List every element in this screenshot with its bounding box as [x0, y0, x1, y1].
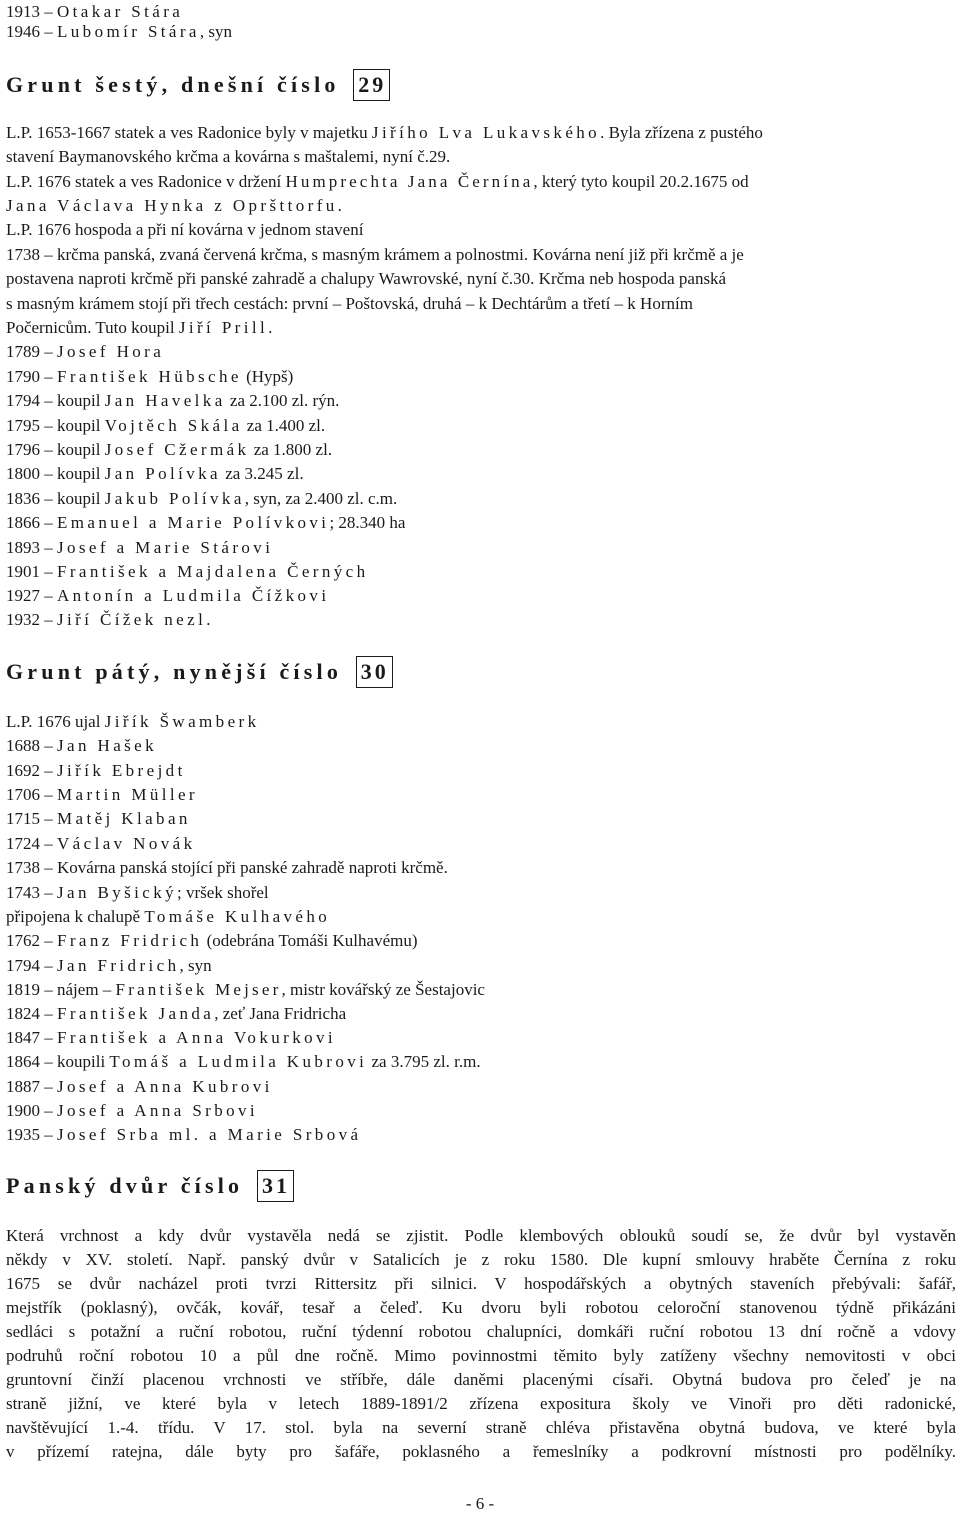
line-text: ; vršek shořel	[177, 883, 269, 902]
text-line	[6, 145, 956, 169]
owner-name: Tomáš a Ludmila Kubrovi	[109, 1052, 368, 1071]
owner-name: František a Anna Vokurkovi	[57, 1028, 337, 1047]
line-text: za 2.100 zl. rýn.	[225, 391, 340, 410]
heading-text: Grunt pátý, nynější číslo	[6, 659, 343, 684]
line-text: 1893 –	[6, 538, 57, 557]
owner-line	[6, 511, 956, 535]
line-text: L.P. 1676 hospoda a při ní kovárna v jednom stavení	[6, 220, 364, 239]
owner-line	[6, 1002, 956, 1026]
owner-line	[6, 340, 956, 364]
owner-name: Martin Müller	[57, 785, 198, 804]
line-text: , zeť Jana Fridricha	[214, 1004, 347, 1023]
line-text: za 3.795 zl. r.m.	[367, 1052, 481, 1071]
text-line	[6, 194, 956, 218]
owner-line	[6, 462, 956, 486]
owner-name: František Hübsche	[57, 367, 242, 386]
owner-line	[6, 929, 956, 953]
owner-name: Jiřího Lva Lukavského	[371, 123, 601, 142]
owner-name: Humprechta Jana Černína	[285, 172, 534, 191]
owner-line	[6, 710, 956, 734]
line-text: 1866 –	[6, 513, 57, 532]
line-text: 1796 – koupil	[6, 440, 105, 459]
house-number-box: 30	[356, 656, 393, 688]
owner-name: Jana Václava Hynka z Opršttorfu.	[6, 196, 346, 215]
owner-line	[6, 856, 956, 880]
text-line	[6, 170, 956, 194]
paragraph-line: gruntovní činží placenou vrchnosti ve stříbře, dále daněmi placenými císaři. Obytná budova pro čeleď je na	[6, 1370, 956, 1389]
owner-name: Jiřík Ebrejdt	[57, 761, 186, 780]
text-line	[6, 316, 956, 340]
line-text: 1692 –	[6, 761, 57, 780]
owner-name: Jan Hašek	[57, 736, 157, 755]
house-number-box: 29	[353, 69, 390, 101]
text-line	[6, 243, 956, 267]
paragraph-line: straně jižní, ve které byla v letech 1889-1891/2 zřízena expositura školy ve Vinoři pro děti radonické,	[6, 1394, 956, 1413]
text-line	[6, 121, 956, 145]
owner-name: Antonín a Ludmila Čížkovi	[57, 586, 330, 605]
owner-name: Lubomír Stára	[57, 22, 200, 41]
owner-name: Jakub Polívka	[104, 489, 245, 508]
owner-name: Jan Byšický	[57, 883, 178, 902]
line-text: (Hypš)	[241, 367, 294, 386]
owner-line	[6, 20, 956, 44]
owner-line	[6, 487, 956, 511]
owner-line	[6, 832, 956, 856]
owner-name: Jiří Prill	[178, 318, 269, 337]
owner-name: Otakar Stára	[57, 2, 184, 21]
owner-line	[6, 881, 956, 905]
line-text: 1789 –	[6, 342, 57, 361]
line-text: 1935 –	[6, 1125, 57, 1144]
line-text: 1795 – koupil	[6, 416, 105, 435]
owner-name: Josef a Anna Kubrovi	[57, 1077, 273, 1096]
owner-name: Emanuel a Marie Polívkovi	[57, 513, 330, 532]
owner-line	[6, 536, 956, 560]
line-text: L.P. 1676 ujal	[6, 712, 105, 731]
owner-line	[6, 608, 956, 632]
owner-name: Jan Havelka	[104, 391, 226, 410]
line-text: 1762 –	[6, 931, 57, 950]
owner-line	[6, 734, 956, 758]
owner-line	[6, 1050, 956, 1074]
house-number-box: 31	[257, 1170, 294, 1202]
owner-line	[6, 1026, 956, 1050]
owner-line	[6, 389, 956, 413]
line-text: , syn	[199, 22, 232, 41]
line-text: 1794 – koupil	[6, 391, 105, 410]
line-text: 1794 –	[6, 956, 57, 975]
dvur-paragraph	[6, 1224, 956, 1464]
owner-name: František Janda	[57, 1004, 215, 1023]
line-text: za 1.400 zl.	[242, 416, 326, 435]
owner-line	[6, 954, 956, 978]
line-text: .	[268, 318, 273, 337]
owner-line	[6, 807, 956, 831]
paragraph-line: navštěvující 1.-4. třídu. V 17. stol. byla na severní straně chléva přistavěna obytná budova, ve které byla	[6, 1418, 956, 1437]
line-text: 1847 –	[6, 1028, 57, 1047]
owner-name: Jan Fridrich	[57, 956, 180, 975]
section-heading-dvur	[6, 1169, 294, 1203]
line-text: 1800 – koupil	[6, 464, 105, 483]
owner-name: Josef a Marie Stárovi	[57, 538, 274, 557]
owner-name: Josef Cžermák	[104, 440, 250, 459]
line-text: 1724 –	[6, 834, 57, 853]
line-text: ; 28.340 ha	[329, 513, 406, 532]
line-text: , syn	[179, 956, 212, 975]
owner-line	[6, 414, 956, 438]
line-text: 1819 – nájem –	[6, 980, 116, 999]
owner-name: Jiřík Šwamberk	[104, 712, 260, 731]
owner-line	[6, 438, 956, 462]
owner-line	[6, 978, 956, 1002]
line-text: L.P. 1676 statek a ves Radonice v držení	[6, 172, 286, 191]
owner-name: Matěj Klaban	[57, 809, 191, 828]
line-text: 1688 –	[6, 736, 57, 755]
owner-name: Josef Srba ml. a Marie Srbová	[57, 1125, 362, 1144]
line-text: (odebrána Tomáši Kulhavému)	[202, 931, 418, 950]
owner-name: Jan Polívka	[104, 464, 221, 483]
heading-text: Grunt šestý, dnešní číslo	[6, 72, 340, 97]
line-text: za 3.245 zl.	[220, 464, 304, 483]
owner-line	[6, 584, 956, 608]
line-text: 1864 – koupili	[6, 1052, 110, 1071]
paragraph-line: 1675 se dvůr nacházel proti tvrzi Rittersitz při silnici. V hospodářských a obytných staveních přebývali: šafář,	[6, 1274, 956, 1293]
owner-name: Vojtěch Skála	[104, 416, 243, 435]
line-text: 1927 –	[6, 586, 57, 605]
line-text: připojena k chalupě	[6, 907, 145, 926]
owner-line	[6, 1099, 956, 1123]
owner-line	[6, 759, 956, 783]
line-text: , který tyto koupil 20.2.1675 od	[533, 172, 749, 191]
line-text: Počernicům. Tuto koupil	[6, 318, 179, 337]
line-text: 1900 –	[6, 1101, 57, 1120]
section-heading-grunt-6	[6, 68, 390, 102]
line-text: 1706 –	[6, 785, 57, 804]
section-heading-grunt-5	[6, 655, 393, 689]
page-number: - 6 -	[465, 1494, 495, 1513]
owner-line	[6, 1075, 956, 1099]
line-text: za 1.800 zl.	[249, 440, 333, 459]
line-text: 1901 –	[6, 562, 57, 581]
owner-line	[6, 905, 956, 929]
owner-line	[6, 1123, 956, 1147]
line-text: 1946 –	[6, 22, 57, 41]
owner-name: Václav Novák	[57, 834, 196, 853]
owner-name: Franz Fridrich	[57, 931, 203, 950]
line-text: 1887 –	[6, 1077, 57, 1096]
paragraph-line: někdy v XV. století. Např. panský dvůr v Satalicích je z roku 1580. Dle kupní smlouvy hraběte Černína z roku	[6, 1250, 956, 1269]
owner-line	[6, 560, 956, 584]
paragraph-line: Která vrchnost a kdy dvůr vystavěla nedá se zjistit. Podle klembových oblouků soudí se, že dvůr byl vystavěn	[6, 1226, 956, 1245]
text-line	[6, 292, 956, 316]
paragraph-line: sedláci s potažní a ruční robotou, ruční týdenní robotou chalupníci, domkáři ruční robotou 13 dní ročně a vdovy	[6, 1322, 956, 1341]
line-text: stavení Baymanovského krčma a kovárna s maštalemi, nyní č.29.	[6, 147, 451, 166]
line-text: 1743 –	[6, 883, 57, 902]
line-text: . Byla zřízena z pustého	[600, 123, 763, 142]
line-text: 1738 – Kovárna panská stojící při panské zahradě naproti krčmě.	[6, 858, 448, 877]
line-text: 1715 –	[6, 809, 57, 828]
text-line	[6, 267, 956, 291]
owner-name: František Mejser	[115, 980, 282, 999]
line-text: 1824 –	[6, 1004, 57, 1023]
owner-name: Tomáše Kulhavého	[144, 907, 331, 926]
paragraph-line: podruhů roční robotou 10 a půl dne ročně. Mimo povinnostmi těmito byly zatíženy všechny nemovitosti v obci	[6, 1346, 956, 1365]
owner-line	[6, 365, 956, 389]
line-text: , mistr kovářský ze Šestajovic	[281, 980, 485, 999]
paragraph-line: mejstřík (poklasný), ovčák, kovář, tesař a čeleď. Ku dvoru byli robotou celoroční stanovenou týdně přikázáni	[6, 1298, 956, 1317]
owner-name: Jiří Čížek nezl.	[57, 610, 214, 629]
line-text: s masným krámem stojí při třech cestách: první – Poštovská, druhá – k Dechtárům a třetí – k Horním	[6, 294, 693, 313]
owner-name: Josef Hora	[57, 342, 165, 361]
owner-line	[6, 783, 956, 807]
line-text: 1932 –	[6, 610, 57, 629]
line-text: 1790 –	[6, 367, 57, 386]
heading-text: Panský dvůr číslo	[6, 1173, 244, 1198]
owner-name: František a Majdalena Černých	[57, 562, 369, 581]
line-text: , syn, za 2.400 zl. c.m.	[244, 489, 398, 508]
line-text: L.P. 1653-1667 statek a ves Radonice byly v majetku	[6, 123, 372, 142]
text-line	[6, 218, 956, 242]
line-text: postavena naproti krčmě při panské zahradě a chalupy Wawrovské, nyní č.30. Krčma neb hospoda panská	[6, 269, 727, 288]
line-text: 1738 – krčma panská, zvaná červená krčma, s masným krámem a polnostmi. Kovárna není již při krčmě a je	[6, 245, 744, 264]
line-text: 1913 –	[6, 2, 57, 21]
paragraph-line: v přízemí ratejna, dále byty pro šafáře, poklasného a řemeslníky a podkrovní místnosti pro podělníky.	[6, 1442, 956, 1461]
line-text: 1836 – koupil	[6, 489, 105, 508]
owner-name: Josef a Anna Srbovi	[57, 1101, 259, 1120]
